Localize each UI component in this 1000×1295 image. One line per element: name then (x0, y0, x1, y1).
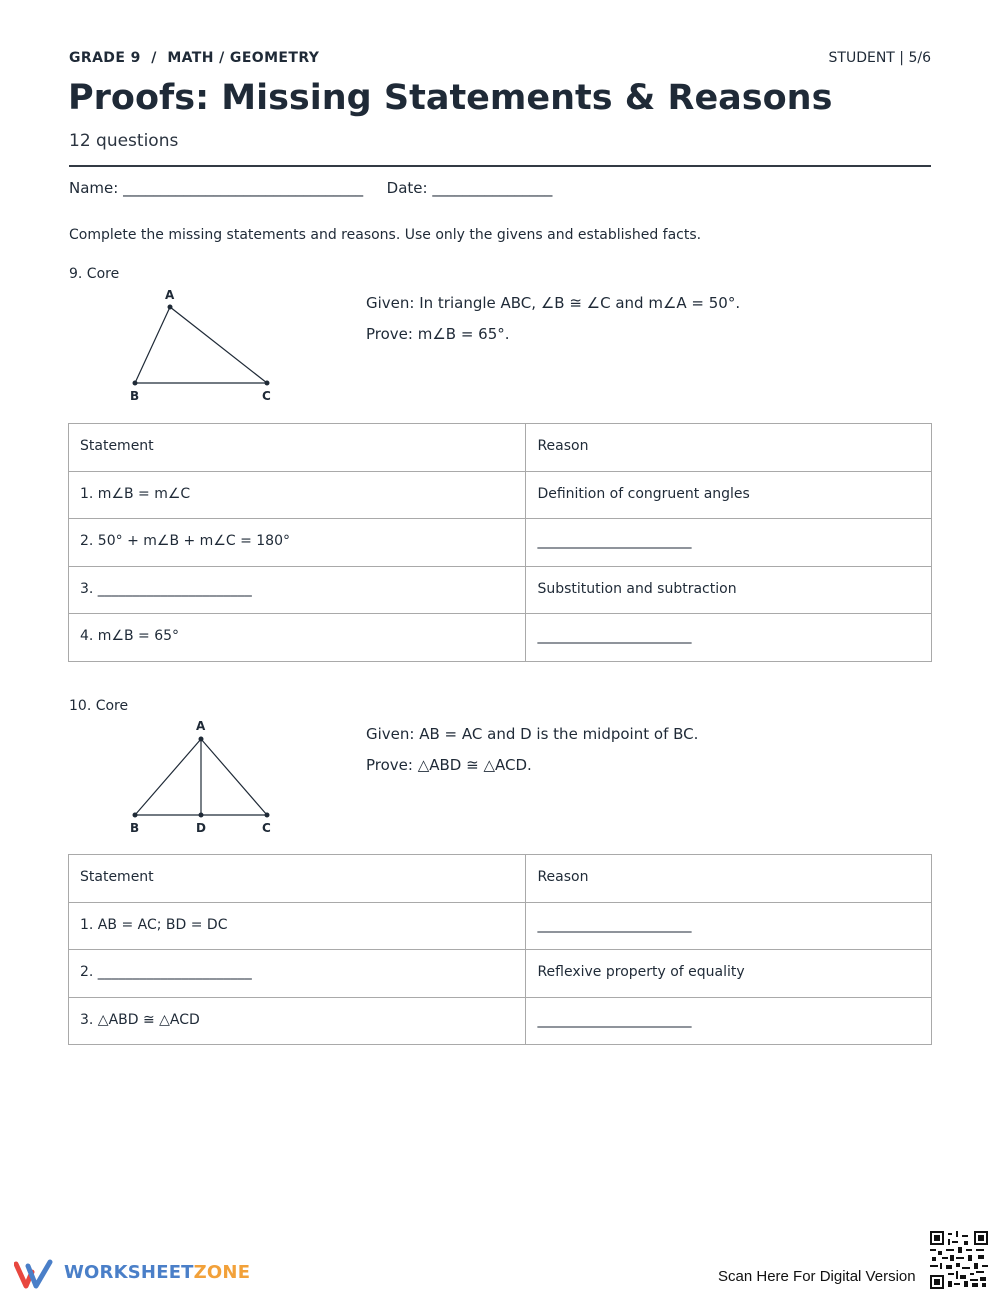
statement-header: Statement (69, 855, 526, 903)
vertex-b-dot (133, 381, 138, 386)
vertex-b-dot (133, 813, 138, 818)
table-row (69, 902, 932, 950)
reason-blank[interactable]: ______________________ (526, 519, 932, 567)
table-header-row (69, 424, 932, 472)
table-row (69, 566, 932, 614)
triangle-abc-median-figure (120, 716, 290, 836)
name-label: Name: (69, 179, 119, 197)
reason-cell: Reflexive property of equality (526, 950, 932, 998)
question-10-label: 10. Core (69, 698, 129, 714)
date-field[interactable]: ________________ (432, 179, 553, 197)
table-row (69, 614, 932, 662)
vertex-a-label: A (196, 719, 206, 733)
question-9-proof-table (68, 423, 932, 662)
breadcrumb: GRADE 9 / MATH / GEOMETRY (69, 50, 320, 66)
worksheet-header (69, 50, 931, 70)
question-9-label: 9. Core (69, 266, 120, 282)
vertex-b-label: B (130, 389, 140, 403)
vertex-c-dot (265, 381, 270, 386)
page-title: Proofs: Missing Statements & Reasons (68, 78, 833, 118)
reason-header: Reason (526, 855, 932, 903)
scan-caption: Scan Here For Digital Version (718, 1268, 916, 1285)
qr-code-icon[interactable] (930, 1231, 988, 1289)
statement-cell: 1. AB = AC; BD = DC (69, 902, 526, 950)
reason-blank[interactable]: ______________________ (526, 997, 932, 1045)
statement-cell: 4. m∠B = 65° (69, 614, 526, 662)
vertex-b-label: B (130, 821, 140, 835)
vertex-c-dot (265, 813, 270, 818)
statement-header: Statement (69, 424, 526, 472)
table-row (69, 950, 932, 998)
question-9-prove: Prove: m∠B = 65°. (366, 325, 510, 343)
name-date-line (69, 179, 552, 197)
vertex-a-label: A (165, 288, 175, 302)
vertex-a-dot (168, 305, 173, 310)
vertex-c-label: C (262, 389, 271, 403)
reason-blank[interactable]: ______________________ (526, 902, 932, 950)
page-info: STUDENT | 5/6 (828, 50, 931, 66)
name-field[interactable]: ________________________________ (123, 179, 364, 197)
question-count: 12 questions (69, 131, 179, 151)
point-d-label: D (196, 821, 206, 835)
point-d-dot (199, 813, 204, 818)
statement-blank[interactable]: 3. ______________________ (69, 566, 526, 614)
reason-header: Reason (526, 424, 932, 472)
statement-blank[interactable]: 2. ______________________ (69, 950, 526, 998)
reason-cell: Substitution and subtraction (526, 566, 932, 614)
statement-cell: 3. △ABD ≅ △ACD (69, 997, 526, 1045)
vertex-a-dot (199, 737, 204, 742)
table-row (69, 997, 932, 1045)
triangle-abc (135, 307, 267, 383)
question-10-proof-table (68, 854, 932, 1045)
date-label: Date: (386, 179, 428, 197)
statement-cell: 2. 50° + m∠B + m∠C = 180° (69, 519, 526, 567)
worksheetzone-logo[interactable] (14, 1258, 254, 1290)
table-row (69, 519, 932, 567)
table-row (69, 471, 932, 519)
worksheetzone-logo-icon (14, 1258, 58, 1290)
triangle-abc-figure (120, 285, 290, 405)
logo-wordmark: WORKSHEETZONE (64, 1262, 251, 1283)
question-9-given: Given: In triangle ABC, ∠B ≅ ∠C and m∠A = 50°. (366, 294, 741, 312)
instructions: Complete the missing statements and reasons. Use only the givens and established facts. (69, 227, 702, 243)
statement-cell: 1. m∠B = m∠C (69, 471, 526, 519)
reason-blank[interactable]: ______________________ (526, 614, 932, 662)
reason-cell: Definition of congruent angles (526, 471, 932, 519)
question-10-prove: Prove: △ABD ≅ △ACD. (366, 756, 532, 774)
header-divider (69, 165, 931, 167)
question-10-given: Given: AB = AC and D is the midpoint of BC. (366, 725, 699, 743)
table-header-row (69, 855, 932, 903)
vertex-c-label: C (262, 821, 271, 835)
